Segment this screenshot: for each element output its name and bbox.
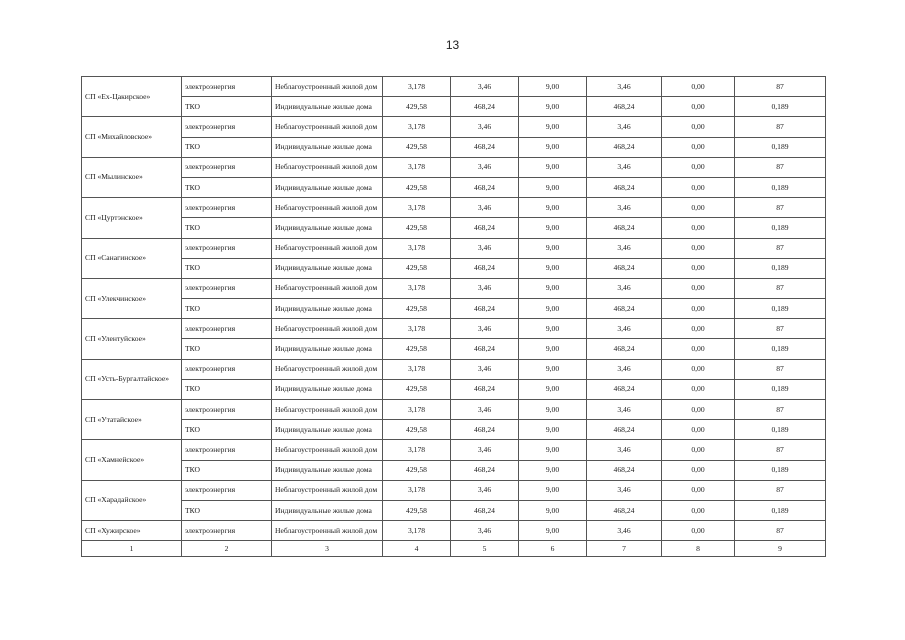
value-cell-col8: 0,00 xyxy=(662,218,735,238)
value-cell-col9: 0,189 xyxy=(735,379,826,399)
resource-type-cell: ТКО xyxy=(182,177,272,197)
value-cell-col9: 0,189 xyxy=(735,500,826,520)
value-cell-col7: 3,46 xyxy=(587,157,662,177)
object-type-cell: Неблагоустроенный жилой дом xyxy=(272,198,383,218)
column-number-cell: 1 xyxy=(82,541,182,557)
value-cell-col6: 9,00 xyxy=(519,521,587,541)
value-cell-col6: 9,00 xyxy=(519,258,587,278)
column-number-cell: 2 xyxy=(182,541,272,557)
settlement-name-cell: СП «Хамнейское» xyxy=(82,440,182,480)
value-cell-col4: 3,178 xyxy=(383,157,451,177)
settlement-name-cell: СП «Улекчинское» xyxy=(82,278,182,318)
object-type-cell: Индивидуальные жилые дома xyxy=(272,299,383,319)
settlement-name-cell: СП «Хужирское» xyxy=(82,521,182,541)
object-type-cell: Неблагоустроенный жилой дом xyxy=(272,77,383,97)
value-cell-col7: 3,46 xyxy=(587,359,662,379)
resource-type-cell: электроэнергия xyxy=(182,521,272,541)
value-cell-col6: 9,00 xyxy=(519,137,587,157)
settlement-name-cell: СП «Усть-Бургалтайское» xyxy=(82,359,182,399)
value-cell-col7: 3,46 xyxy=(587,278,662,298)
resource-type-cell: ТКО xyxy=(182,500,272,520)
table-row xyxy=(82,157,826,177)
value-cell-col4: 3,178 xyxy=(383,319,451,339)
value-cell-col8: 0,00 xyxy=(662,339,735,359)
value-cell-col4: 3,178 xyxy=(383,440,451,460)
value-cell-col6: 9,00 xyxy=(519,339,587,359)
value-cell-col4: 429,58 xyxy=(383,137,451,157)
value-cell-col8: 0,00 xyxy=(662,500,735,520)
table-row xyxy=(82,278,826,298)
table-row xyxy=(82,77,826,97)
resource-type-cell: электроэнергия xyxy=(182,319,272,339)
object-type-cell: Неблагоустроенный жилой дом xyxy=(272,278,383,298)
value-cell-col7: 3,46 xyxy=(587,440,662,460)
object-type-cell: Неблагоустроенный жилой дом xyxy=(272,238,383,258)
value-cell-col7: 3,46 xyxy=(587,480,662,500)
value-cell-col5: 3,46 xyxy=(451,77,519,97)
value-cell-col8: 0,00 xyxy=(662,319,735,339)
resource-type-cell: ТКО xyxy=(182,420,272,440)
value-cell-col4: 3,178 xyxy=(383,117,451,137)
object-type-cell: Неблагоустроенный жилой дом xyxy=(272,480,383,500)
value-cell-col9: 87 xyxy=(735,157,826,177)
value-cell-col5: 468,24 xyxy=(451,258,519,278)
settlement-name-cell: СП «Санагинское» xyxy=(82,238,182,278)
value-cell-col9: 87 xyxy=(735,319,826,339)
table-row xyxy=(82,339,826,359)
value-cell-col7: 468,24 xyxy=(587,339,662,359)
value-cell-col5: 468,24 xyxy=(451,420,519,440)
value-cell-col5: 468,24 xyxy=(451,500,519,520)
object-type-cell: Неблагоустроенный жилой дом xyxy=(272,521,383,541)
value-cell-col8: 0,00 xyxy=(662,460,735,480)
resource-type-cell: электроэнергия xyxy=(182,440,272,460)
value-cell-col5: 468,24 xyxy=(451,299,519,319)
value-cell-col8: 0,00 xyxy=(662,521,735,541)
value-cell-col4: 3,178 xyxy=(383,480,451,500)
tariff-table xyxy=(81,76,826,557)
value-cell-col7: 468,24 xyxy=(587,137,662,157)
value-cell-col8: 0,00 xyxy=(662,137,735,157)
object-type-cell: Индивидуальные жилые дома xyxy=(272,177,383,197)
value-cell-col9: 87 xyxy=(735,198,826,218)
value-cell-col7: 468,24 xyxy=(587,460,662,480)
table-row xyxy=(82,521,826,541)
value-cell-col9: 0,189 xyxy=(735,137,826,157)
value-cell-col5: 3,46 xyxy=(451,157,519,177)
object-type-cell: Неблагоустроенный жилой дом xyxy=(272,400,383,420)
settlement-name-cell: СП «Харадайское» xyxy=(82,480,182,520)
value-cell-col9: 87 xyxy=(735,359,826,379)
value-cell-col5: 468,24 xyxy=(451,137,519,157)
table-row xyxy=(82,460,826,480)
table-row xyxy=(82,500,826,520)
column-number-cell: 8 xyxy=(662,541,735,557)
value-cell-col9: 87 xyxy=(735,117,826,137)
value-cell-col6: 9,00 xyxy=(519,299,587,319)
resource-type-cell: электроэнергия xyxy=(182,157,272,177)
value-cell-col4: 3,178 xyxy=(383,400,451,420)
object-type-cell: Индивидуальные жилые дома xyxy=(272,500,383,520)
value-cell-col6: 9,00 xyxy=(519,218,587,238)
value-cell-col8: 0,00 xyxy=(662,278,735,298)
value-cell-col4: 429,58 xyxy=(383,299,451,319)
value-cell-col9: 0,189 xyxy=(735,258,826,278)
value-cell-col7: 3,46 xyxy=(587,238,662,258)
value-cell-col5: 3,46 xyxy=(451,359,519,379)
value-cell-col9: 0,189 xyxy=(735,460,826,480)
resource-type-cell: ТКО xyxy=(182,97,272,117)
value-cell-col5: 468,24 xyxy=(451,460,519,480)
column-number-cell: 3 xyxy=(272,541,383,557)
value-cell-col9: 0,189 xyxy=(735,177,826,197)
resource-type-cell: ТКО xyxy=(182,379,272,399)
resource-type-cell: ТКО xyxy=(182,137,272,157)
value-cell-col8: 0,00 xyxy=(662,400,735,420)
settlement-name-cell: СП «Цуртэнское» xyxy=(82,198,182,238)
value-cell-col5: 3,46 xyxy=(451,117,519,137)
value-cell-col6: 9,00 xyxy=(519,157,587,177)
value-cell-col6: 9,00 xyxy=(519,198,587,218)
value-cell-col7: 468,24 xyxy=(587,420,662,440)
resource-type-cell: электроэнергия xyxy=(182,480,272,500)
resource-type-cell: ТКО xyxy=(182,299,272,319)
value-cell-col5: 3,46 xyxy=(451,198,519,218)
table-row xyxy=(82,319,826,339)
table-body xyxy=(82,77,826,557)
value-cell-col6: 9,00 xyxy=(519,500,587,520)
resource-type-cell: электроэнергия xyxy=(182,198,272,218)
value-cell-col9: 87 xyxy=(735,77,826,97)
object-type-cell: Индивидуальные жилые дома xyxy=(272,218,383,238)
value-cell-col5: 468,24 xyxy=(451,97,519,117)
table-row xyxy=(82,379,826,399)
object-type-cell: Неблагоустроенный жилой дом xyxy=(272,117,383,137)
value-cell-col4: 3,178 xyxy=(383,198,451,218)
value-cell-col4: 3,178 xyxy=(383,238,451,258)
value-cell-col5: 468,24 xyxy=(451,177,519,197)
value-cell-col8: 0,00 xyxy=(662,379,735,399)
table-row xyxy=(82,359,826,379)
resource-type-cell: электроэнергия xyxy=(182,278,272,298)
value-cell-col8: 0,00 xyxy=(662,299,735,319)
value-cell-col7: 468,24 xyxy=(587,500,662,520)
value-cell-col8: 0,00 xyxy=(662,480,735,500)
value-cell-col5: 3,46 xyxy=(451,480,519,500)
value-cell-col6: 9,00 xyxy=(519,97,587,117)
object-type-cell: Неблагоустроенный жилой дом xyxy=(272,319,383,339)
value-cell-col6: 9,00 xyxy=(519,319,587,339)
value-cell-col5: 3,46 xyxy=(451,319,519,339)
resource-type-cell: электроэнергия xyxy=(182,117,272,137)
settlement-name-cell: СП «Мылинское» xyxy=(82,157,182,197)
resource-type-cell: электроэнергия xyxy=(182,77,272,97)
value-cell-col8: 0,00 xyxy=(662,177,735,197)
settlement-name-cell: СП «Ех-Цакирское» xyxy=(82,77,182,117)
value-cell-col8: 0,00 xyxy=(662,359,735,379)
value-cell-col5: 3,46 xyxy=(451,238,519,258)
value-cell-col4: 429,58 xyxy=(383,97,451,117)
value-cell-col6: 9,00 xyxy=(519,400,587,420)
value-cell-col5: 468,24 xyxy=(451,218,519,238)
value-cell-col7: 468,24 xyxy=(587,258,662,278)
value-cell-col6: 9,00 xyxy=(519,379,587,399)
column-number-cell: 5 xyxy=(451,541,519,557)
resource-type-cell: ТКО xyxy=(182,218,272,238)
value-cell-col6: 9,00 xyxy=(519,440,587,460)
value-cell-col7: 3,46 xyxy=(587,400,662,420)
settlement-name-cell: СП «Михайловское» xyxy=(82,117,182,157)
value-cell-col4: 3,178 xyxy=(383,278,451,298)
value-cell-col8: 0,00 xyxy=(662,157,735,177)
value-cell-col6: 9,00 xyxy=(519,238,587,258)
value-cell-col8: 0,00 xyxy=(662,238,735,258)
table-row xyxy=(82,97,826,117)
settlement-name-cell: СП «Улентуйское» xyxy=(82,319,182,359)
value-cell-col7: 468,24 xyxy=(587,218,662,238)
value-cell-col4: 3,178 xyxy=(383,77,451,97)
table-row xyxy=(82,117,826,137)
object-type-cell: Неблагоустроенный жилой дом xyxy=(272,359,383,379)
value-cell-col9: 87 xyxy=(735,521,826,541)
value-cell-col7: 3,46 xyxy=(587,117,662,137)
table-row xyxy=(82,420,826,440)
value-cell-col6: 9,00 xyxy=(519,177,587,197)
resource-type-cell: электроэнергия xyxy=(182,238,272,258)
value-cell-col9: 87 xyxy=(735,238,826,258)
value-cell-col8: 0,00 xyxy=(662,420,735,440)
value-cell-col4: 429,58 xyxy=(383,258,451,278)
value-cell-col4: 429,58 xyxy=(383,460,451,480)
value-cell-col6: 9,00 xyxy=(519,77,587,97)
value-cell-col4: 429,58 xyxy=(383,500,451,520)
column-number-cell: 6 xyxy=(519,541,587,557)
page-number: 13 xyxy=(445,38,460,52)
table-row xyxy=(82,218,826,238)
value-cell-col8: 0,00 xyxy=(662,117,735,137)
value-cell-col6: 9,00 xyxy=(519,420,587,440)
value-cell-col9: 0,189 xyxy=(735,218,826,238)
value-cell-col7: 3,46 xyxy=(587,521,662,541)
value-cell-col6: 9,00 xyxy=(519,117,587,137)
value-cell-col7: 3,46 xyxy=(587,319,662,339)
column-number-cell: 7 xyxy=(587,541,662,557)
object-type-cell: Индивидуальные жилые дома xyxy=(272,258,383,278)
value-cell-col9: 0,189 xyxy=(735,97,826,117)
table-row xyxy=(82,299,826,319)
value-cell-col5: 3,46 xyxy=(451,278,519,298)
resource-type-cell: ТКО xyxy=(182,258,272,278)
value-cell-col9: 0,189 xyxy=(735,299,826,319)
value-cell-col7: 468,24 xyxy=(587,299,662,319)
column-number-cell: 9 xyxy=(735,541,826,557)
value-cell-col7: 468,24 xyxy=(587,97,662,117)
table-row xyxy=(82,177,826,197)
value-cell-col6: 9,00 xyxy=(519,278,587,298)
value-cell-col4: 429,58 xyxy=(383,379,451,399)
value-cell-col5: 468,24 xyxy=(451,339,519,359)
object-type-cell: Индивидуальные жилые дома xyxy=(272,97,383,117)
value-cell-col4: 3,178 xyxy=(383,521,451,541)
table-row xyxy=(82,258,826,278)
value-cell-col5: 3,46 xyxy=(451,521,519,541)
column-number-cell: 4 xyxy=(383,541,451,557)
value-cell-col4: 429,58 xyxy=(383,218,451,238)
value-cell-col5: 3,46 xyxy=(451,400,519,420)
object-type-cell: Неблагоустроенный жилой дом xyxy=(272,157,383,177)
value-cell-col4: 3,178 xyxy=(383,359,451,379)
resource-type-cell: ТКО xyxy=(182,339,272,359)
value-cell-col7: 468,24 xyxy=(587,379,662,399)
value-cell-col9: 0,189 xyxy=(735,420,826,440)
value-cell-col9: 0,189 xyxy=(735,339,826,359)
value-cell-col4: 429,58 xyxy=(383,339,451,359)
value-cell-col7: 3,46 xyxy=(587,198,662,218)
value-cell-col7: 468,24 xyxy=(587,177,662,197)
value-cell-col4: 429,58 xyxy=(383,177,451,197)
value-cell-col7: 3,46 xyxy=(587,77,662,97)
value-cell-col8: 0,00 xyxy=(662,97,735,117)
resource-type-cell: электроэнергия xyxy=(182,359,272,379)
value-cell-col8: 0,00 xyxy=(662,258,735,278)
object-type-cell: Индивидуальные жилые дома xyxy=(272,379,383,399)
value-cell-col5: 468,24 xyxy=(451,379,519,399)
object-type-cell: Неблагоустроенный жилой дом xyxy=(272,440,383,460)
value-cell-col5: 3,46 xyxy=(451,440,519,460)
settlement-name-cell: СП «Утатайское» xyxy=(82,400,182,440)
table-row xyxy=(82,137,826,157)
value-cell-col6: 9,00 xyxy=(519,480,587,500)
object-type-cell: Индивидуальные жилые дома xyxy=(272,137,383,157)
value-cell-col8: 0,00 xyxy=(662,77,735,97)
table-row xyxy=(82,480,826,500)
value-cell-col8: 0,00 xyxy=(662,198,735,218)
value-cell-col6: 9,00 xyxy=(519,359,587,379)
value-cell-col6: 9,00 xyxy=(519,460,587,480)
value-cell-col4: 429,58 xyxy=(383,420,451,440)
object-type-cell: Индивидуальные жилые дома xyxy=(272,420,383,440)
resource-type-cell: ТКО xyxy=(182,460,272,480)
column-number-row xyxy=(82,541,826,557)
object-type-cell: Индивидуальные жилые дома xyxy=(272,460,383,480)
value-cell-col8: 0,00 xyxy=(662,440,735,460)
value-cell-col9: 87 xyxy=(735,440,826,460)
value-cell-col9: 87 xyxy=(735,400,826,420)
table-row xyxy=(82,198,826,218)
resource-type-cell: электроэнергия xyxy=(182,400,272,420)
table-row xyxy=(82,440,826,460)
value-cell-col9: 87 xyxy=(735,480,826,500)
table-row xyxy=(82,400,826,420)
value-cell-col9: 87 xyxy=(735,278,826,298)
object-type-cell: Индивидуальные жилые дома xyxy=(272,339,383,359)
table-row xyxy=(82,238,826,258)
